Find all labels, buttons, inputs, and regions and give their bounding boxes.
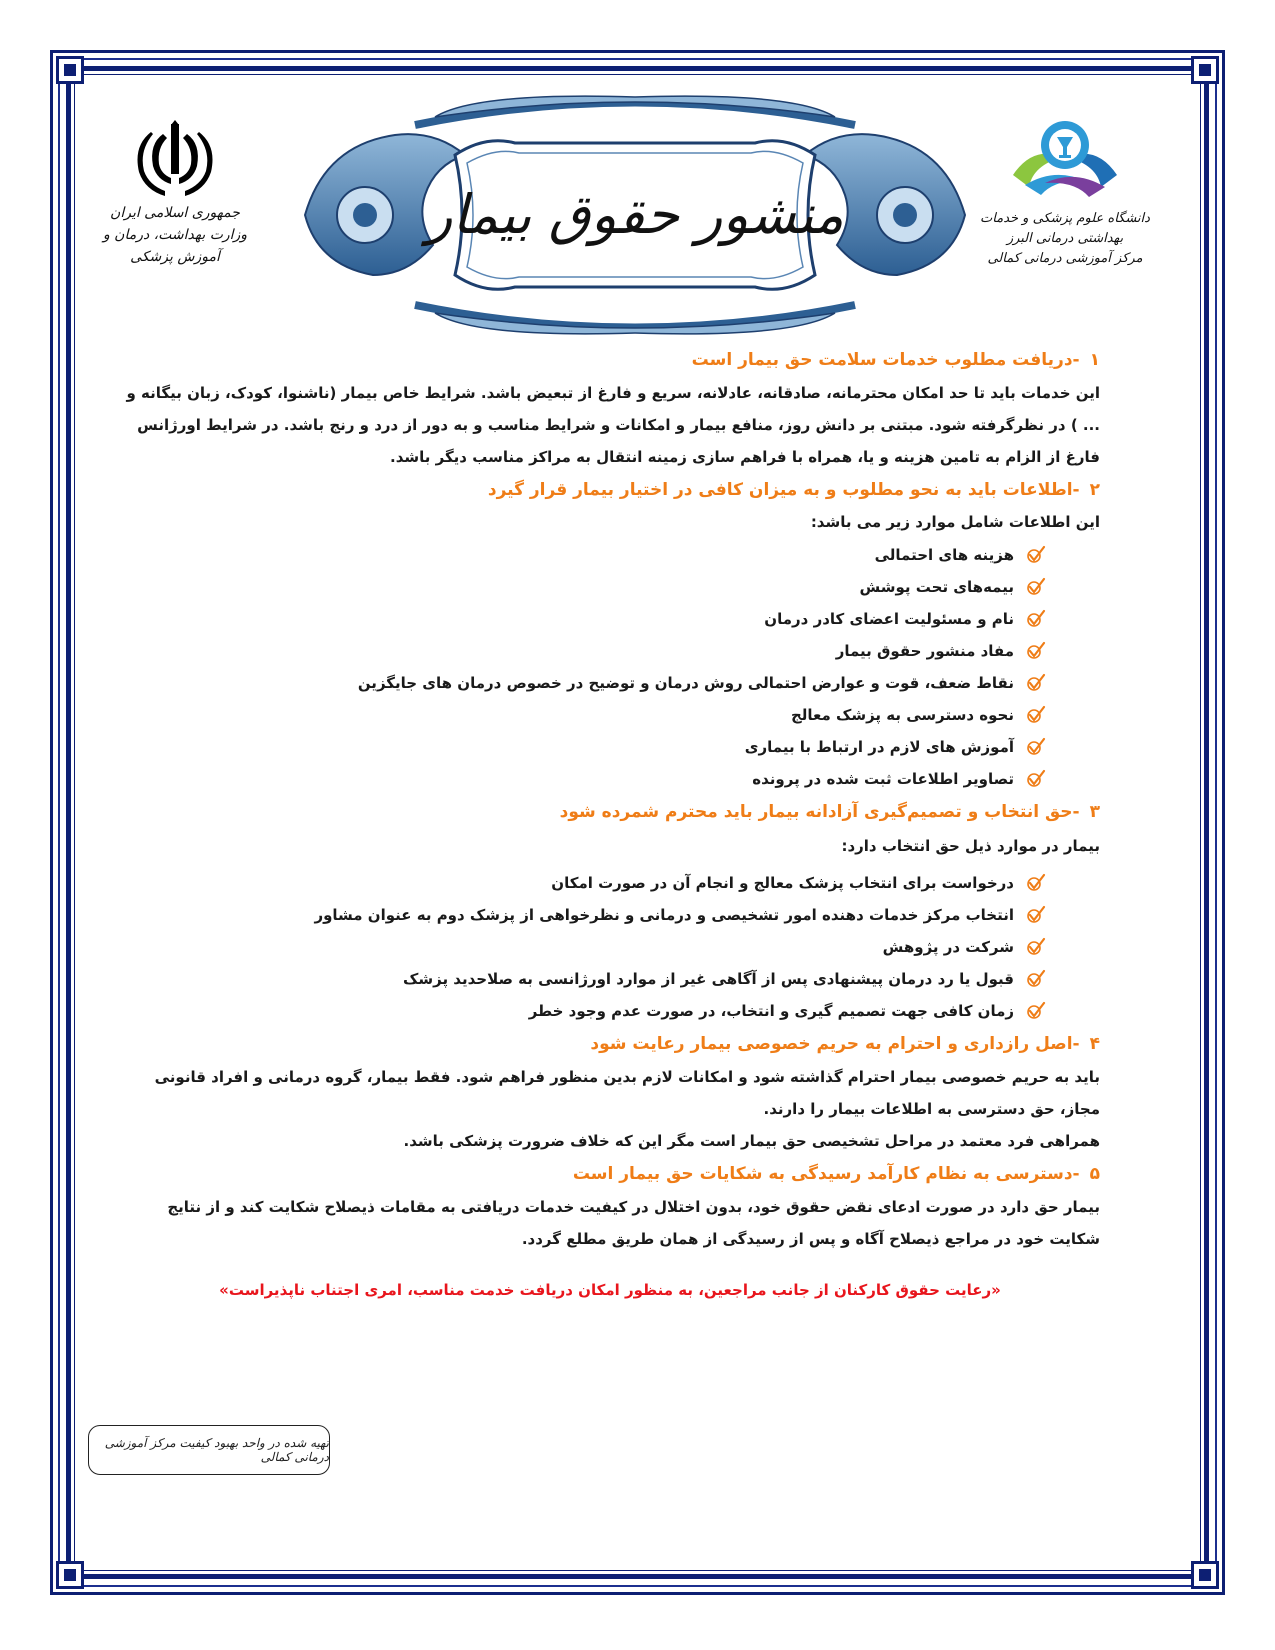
section-heading [120, 477, 1100, 503]
list-item-text: نحوه دسترسی به پزشک معالج [790, 706, 1014, 724]
section-title: -اصل رازداری و احترام به حریم خصوصی بیمار رعایت شود [590, 1034, 1080, 1054]
checkmark-icon [1026, 641, 1046, 661]
section-5 [120, 1161, 1100, 1255]
checkmark-icon [1026, 1001, 1046, 1021]
section-paragraph: همراهی فرد معتمد در مراحل تشخیصی حق بیمار است مگر این که خلاف ضرورت پزشکی باشد. [403, 1132, 1100, 1150]
info-list [120, 539, 1100, 795]
section-title: -اطلاعات باید به نحو مطلوب و به میزان کافی در اختیار بیمار قرار گیرد [487, 480, 1080, 500]
closing-statement: «رعایت حقوق کارکنان از جانب مراجعین، به منظور امکان دریافت خدمت مناسب، امری اجتناب ناپذیراست» [219, 1281, 1001, 1299]
footer-note [88, 1425, 330, 1475]
iran-emblem-icon [135, 120, 215, 198]
section-heading [120, 1161, 1100, 1187]
page-title: منشور حقوق بیمار [426, 183, 844, 246]
list-item-text: شرکت در پژوهش [882, 938, 1014, 956]
list-item [120, 899, 1046, 931]
list-item-text: نقاط ضعف، قوت و عوارض احتمالی روش درمان و توضیح در خصوص درمان های جایگزین [357, 674, 1014, 692]
checkmark-icon [1026, 969, 1046, 989]
section-number: ۱ [1089, 350, 1100, 370]
checkmark-icon [1026, 937, 1046, 957]
university-block [975, 115, 1155, 269]
section-number: ۲ [1089, 480, 1100, 500]
title-ornament [295, 95, 975, 335]
ministry-block [80, 120, 270, 268]
list-item [120, 731, 1046, 763]
checkmark-icon [1026, 905, 1046, 925]
list-item [120, 867, 1046, 899]
frame-corner-top-left [56, 56, 84, 84]
frame-corner-bottom-left [56, 1561, 84, 1589]
list-item [120, 699, 1046, 731]
section-1 [120, 347, 1100, 473]
ministry-line-1: جمهوری اسلامی ایران [110, 205, 240, 221]
checkmark-icon [1026, 577, 1046, 597]
list-item [120, 995, 1046, 1027]
list-item-text: نام و مسئولیت اعضای کادر درمان [764, 610, 1014, 628]
list-item [120, 931, 1046, 963]
university-logo-icon [1005, 115, 1125, 205]
choice-list [120, 867, 1100, 1027]
list-item-text: بیمه‌های تحت پوشش [859, 578, 1014, 596]
section-number: ۳ [1089, 802, 1100, 822]
section-4 [120, 1031, 1100, 1157]
list-item [120, 763, 1046, 795]
list-item-text: مفاد منشور حقوق بیمار [835, 642, 1014, 660]
checkmark-icon [1026, 705, 1046, 725]
section-paragraph: باید به حریم خصوصی بیمار احترام گذاشته شود و امکانات لازم بدین منظور فراهم شود. فقط بیمار، گروه درمانی و افراد قانونی مجاز، حق دسترسی به اطلاعات بیمار را دارند. [154, 1068, 1100, 1118]
section-3 [120, 799, 1100, 1027]
footer-text: تهیه شده در واحد بهبود کیفیت مرکز آموزشی درمانی کمالی [104, 1436, 329, 1464]
checkmark-icon [1026, 737, 1046, 757]
list-item-text: هزینه های احتمالی [874, 546, 1014, 564]
section-2 [120, 477, 1100, 795]
frame-corner-top-right [1191, 56, 1219, 84]
checkmark-icon [1026, 873, 1046, 893]
charter-content [120, 343, 1100, 1299]
section-title: -دسترسی به نظام کارآمد رسیدگی به شکایات حق بیمار است [572, 1164, 1080, 1184]
checkmark-icon [1026, 769, 1046, 789]
list-item-text: تصاویر اطلاعات ثبت شده در پرونده [752, 770, 1014, 788]
checkmark-icon [1026, 545, 1046, 565]
list-item-text: قبول یا رد درمان پیشنهادی پس از آگاهی غیر از موارد اورژانسی به صلاحدید پزشک [403, 970, 1014, 988]
list-item-text: انتخاب مرکز خدمات دهنده امور تشخیصی و درمانی و نظرخواهی از پزشک دوم به عنوان مشاور [314, 906, 1014, 924]
section-heading [120, 1031, 1100, 1057]
list-item-text: زمان کافی جهت تصمیم گیری و انتخاب، در صورت عدم وجود خطر [528, 1002, 1014, 1020]
section-title: -دریافت مطلوب خدمات سلامت حق بیمار است [691, 350, 1080, 370]
list-item [120, 963, 1046, 995]
section-paragraph: بیمار حق دارد در صورت ادعای نقض حقوق خود، بدون اختلال در کیفیت خدمات دریافتی به مقامات ذیصلاح شکایت کند و از نتایج شکایت خود در مراجع ذیصلاح آگاه و پس از رسیدگی از همان طریق مطلع گردد. [167, 1198, 1100, 1248]
section-number: ۴ [1089, 1034, 1100, 1054]
section-intro: این اطلاعات شامل موارد زیر می باشد: [810, 513, 1100, 531]
list-item [120, 539, 1046, 571]
ministry-line-2: وزارت بهداشت، درمان و آموزش پزشکی [102, 227, 248, 265]
list-item [120, 571, 1046, 603]
checkmark-icon [1026, 609, 1046, 629]
university-line-1: دانشگاه علوم پزشکی و خدمات بهداشتی درمانی البرز [980, 211, 1150, 246]
frame-corner-bottom-right [1191, 1561, 1219, 1589]
section-title: -حق انتخاب و تصمیم‌گیری آزادانه بیمار باید محترم شمرده شود [559, 802, 1080, 822]
list-item-text: آموزش های لازم در ارتباط با بیماری [744, 738, 1014, 756]
list-item [120, 667, 1046, 699]
section-heading [120, 799, 1100, 825]
list-item [120, 635, 1046, 667]
list-item-text: درخواست برای انتخاب پزشک معالج و انجام آن در صورت امکان [551, 874, 1014, 892]
section-paragraph: این خدمات باید تا حد امکان محترمانه، صادقانه، عادلانه، سریع و فارغ از تبعیض باشد. شرایط خاص بیمار (ناشنوا، کودک، زبان بیگانه و ... ) در نظرگرفته شود. مبتنی بر دانش روز، منافع بیمار و امکانات و شرایط مناسب و به دور از درد و رنج باشد. در شرایط اورژانس فارغ از الزام به تامین هزینه و یا، همراه با فراهم سازی زمینه انتقال به مراکز مناسب دیگر باشد. [126, 384, 1100, 466]
section-number: ۵ [1089, 1164, 1100, 1184]
list-item [120, 603, 1046, 635]
section-intro: بیمار در موارد ذیل حق انتخاب دارد: [841, 837, 1100, 855]
checkmark-icon [1026, 673, 1046, 693]
university-line-2: مرکز آموزشی درمانی کمالی [987, 251, 1143, 266]
section-heading [120, 347, 1100, 373]
